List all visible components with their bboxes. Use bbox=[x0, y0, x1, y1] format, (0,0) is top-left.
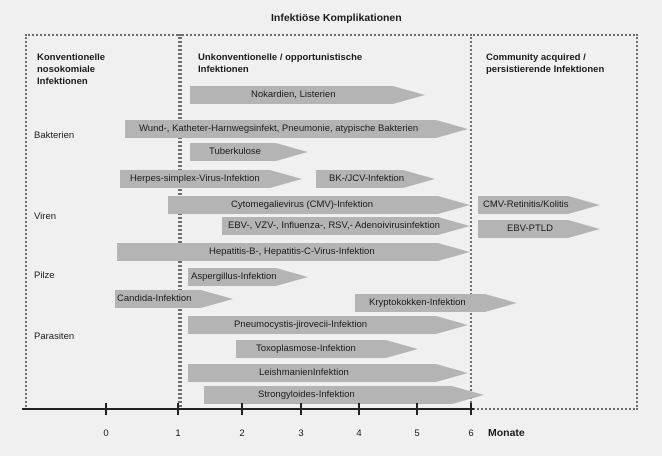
arrow-label: CMV-Retinitis/Kolitis bbox=[483, 199, 569, 210]
arrow-label: Strongyloides-Infektion bbox=[258, 389, 355, 400]
arrow-label: Toxoplasmose-Infektion bbox=[256, 343, 356, 354]
category-label-pilze: Pilze bbox=[34, 270, 55, 281]
category-label-parasiten: Parasiten bbox=[34, 331, 75, 342]
axis-tick-label: 2 bbox=[239, 428, 245, 439]
arrow-label: Aspergillus-Infektion bbox=[191, 271, 277, 282]
axis-tick-label: 5 bbox=[414, 428, 420, 439]
arrow-bakterielle-infekte bbox=[125, 120, 468, 138]
axis-tick bbox=[105, 403, 107, 415]
arrow-pneumocystis bbox=[188, 316, 468, 334]
axis-tick bbox=[241, 403, 243, 415]
arrow-label: Wund-, Katheter-Harnwegsinfekt, Pneumonie, atypische Bakterien bbox=[139, 123, 419, 134]
phase-box-conventional bbox=[25, 34, 182, 410]
arrow-herpes-simplex bbox=[120, 170, 302, 188]
arrow-label: LeishmanienInfektion bbox=[259, 367, 349, 378]
axis-tick-label: 4 bbox=[356, 428, 362, 439]
arrow-label: Candida-Infektion bbox=[117, 293, 192, 304]
arrow-ebv-vzv bbox=[222, 217, 470, 235]
arrow-tuberkulose bbox=[190, 143, 308, 161]
arrow-kryptokokken bbox=[355, 294, 517, 312]
arrow-aspergillus bbox=[188, 268, 308, 286]
arrow-nokardien-listerien bbox=[190, 86, 425, 104]
arrow-ebv-ptld bbox=[478, 220, 600, 238]
time-axis bbox=[22, 408, 474, 410]
arrow-label: EBV-PTLD bbox=[507, 223, 553, 234]
arrow-candida bbox=[115, 290, 233, 308]
arrow-label: Herpes-simplex-Virus-Infektion bbox=[130, 173, 260, 184]
arrow-label: Nokardien, Listerien bbox=[251, 89, 336, 100]
axis-tick-label: 6 bbox=[468, 428, 474, 439]
category-label-viren: Viren bbox=[34, 211, 57, 222]
category-label-bakterien: Bakterien bbox=[34, 130, 75, 141]
arrow-hepatitis bbox=[117, 243, 470, 261]
arrow-label: EBV-, VZV-, Influenza-, RSV,- Adenoivirusinfektion bbox=[228, 220, 440, 231]
arrow-cmv-retinitis bbox=[478, 196, 600, 214]
arrow-strongyloides bbox=[204, 386, 484, 404]
axis-tick bbox=[177, 403, 179, 415]
arrow-label: Kryptokokken-Infektion bbox=[369, 297, 466, 308]
arrow-label: BK-/JCV-Infektion bbox=[329, 173, 404, 184]
axis-tick-label: 3 bbox=[298, 428, 304, 439]
diagram-title: Infektiöse Komplikationen bbox=[271, 12, 402, 24]
column-header-opportunistic: Unkonventionelle / opportunistische Infektionen bbox=[198, 52, 363, 75]
arrow-label: Cytomegalievirus (CMV)-Infektion bbox=[231, 199, 374, 210]
arrow-leishmanien bbox=[188, 364, 468, 382]
axis-tick bbox=[300, 403, 302, 415]
axis-unit-label: Monate bbox=[488, 427, 525, 439]
arrow-label: Pneumocystis-jirovecii-Infektion bbox=[234, 319, 368, 330]
axis-tick-label: 1 bbox=[175, 428, 181, 439]
arrow-toxoplasmose bbox=[236, 340, 418, 358]
column-header-community: Community acquired / persistierende Infektionen bbox=[486, 52, 605, 75]
arrow-cmv bbox=[168, 196, 470, 214]
axis-tick bbox=[416, 403, 418, 415]
axis-tick bbox=[470, 403, 472, 415]
column-header-conventional: Konventionelle nosokomiale Infektionen bbox=[37, 52, 106, 87]
axis-tick bbox=[358, 403, 360, 415]
axis-tick-label: 0 bbox=[103, 428, 109, 439]
arrow-bk-jcv bbox=[316, 170, 435, 188]
arrow-label: Tuberkulose bbox=[209, 146, 261, 157]
arrow-label: Hepatitis-B-, Hepatitis-C-Virus-Infektion bbox=[209, 246, 375, 257]
